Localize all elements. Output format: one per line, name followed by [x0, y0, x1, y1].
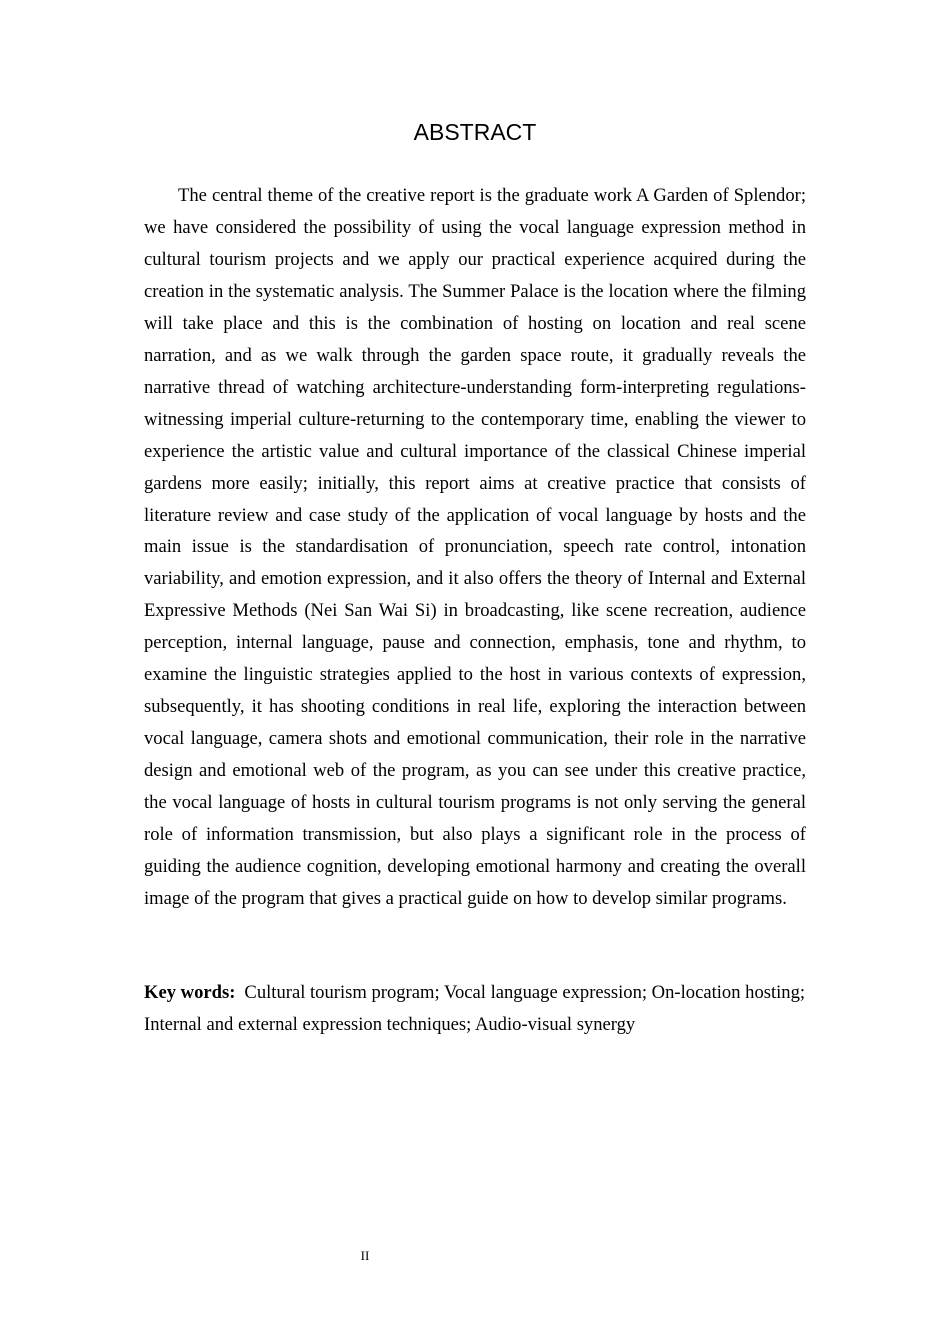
abstract-title: ABSTRACT: [413, 119, 537, 145]
page-number: II: [360, 1248, 370, 1263]
keywords-label: Key words:: [144, 982, 236, 1003]
keywords-text: Cultural tourism program; Vocal language expression; On-location hosting; Internal and external expression techniques; Audio-visual synergy: [144, 982, 806, 1035]
keywords-line: [144, 977, 806, 1041]
abstract-paragraph: The central theme of the creative report is the graduate work A Garden of Splendor; we have considered the possibility of using the vocal language expression method in cultural tourism projects and we apply our practical experience acquired during the creation in the systematic analysis. The Summer Palace is the location where the filming will take place and this is the combination of hosting on location and real scene narration, and as we walk through the garden space route, it gradually reveals the narrative thread of watching architecture-understanding form-interpreting regulations-witnessing imperial culture-returning to the contemporary time, enabling the viewer to experience the artistic value and cultural importance of the classical Chinese imperial gardens more easily; initially, this report aims at creative practice that consists of literature review and case study of the application of vocal language by hosts and the main issue is the standardisation of pronunciation, speech rate control, intonation variability, and emotion expression, and it also offers the theory of Internal and External Expressive Methods (Nei San Wai Si) in broadcasting, like scene recreation, audience perception, internal language, pause and connection, emphasis, tone and rhythm, to examine the linguistic strategies applied to the host in various contexts of expression, subsequently, it has shooting conditions in real life, exploring the interaction between vocal language, camera shots and emotional communication, their role in the narrative design and emotional web of the program, as you can see under this creative practice, the vocal language of hosts in cultural tourism programs is not only serving the general role of information transmission, but also plays a significant role in the process of guiding the audience cognition, developing emotional harmony and creating the overall image of the program that gives a practical guide on how to develop similar programs.: [144, 185, 806, 909]
